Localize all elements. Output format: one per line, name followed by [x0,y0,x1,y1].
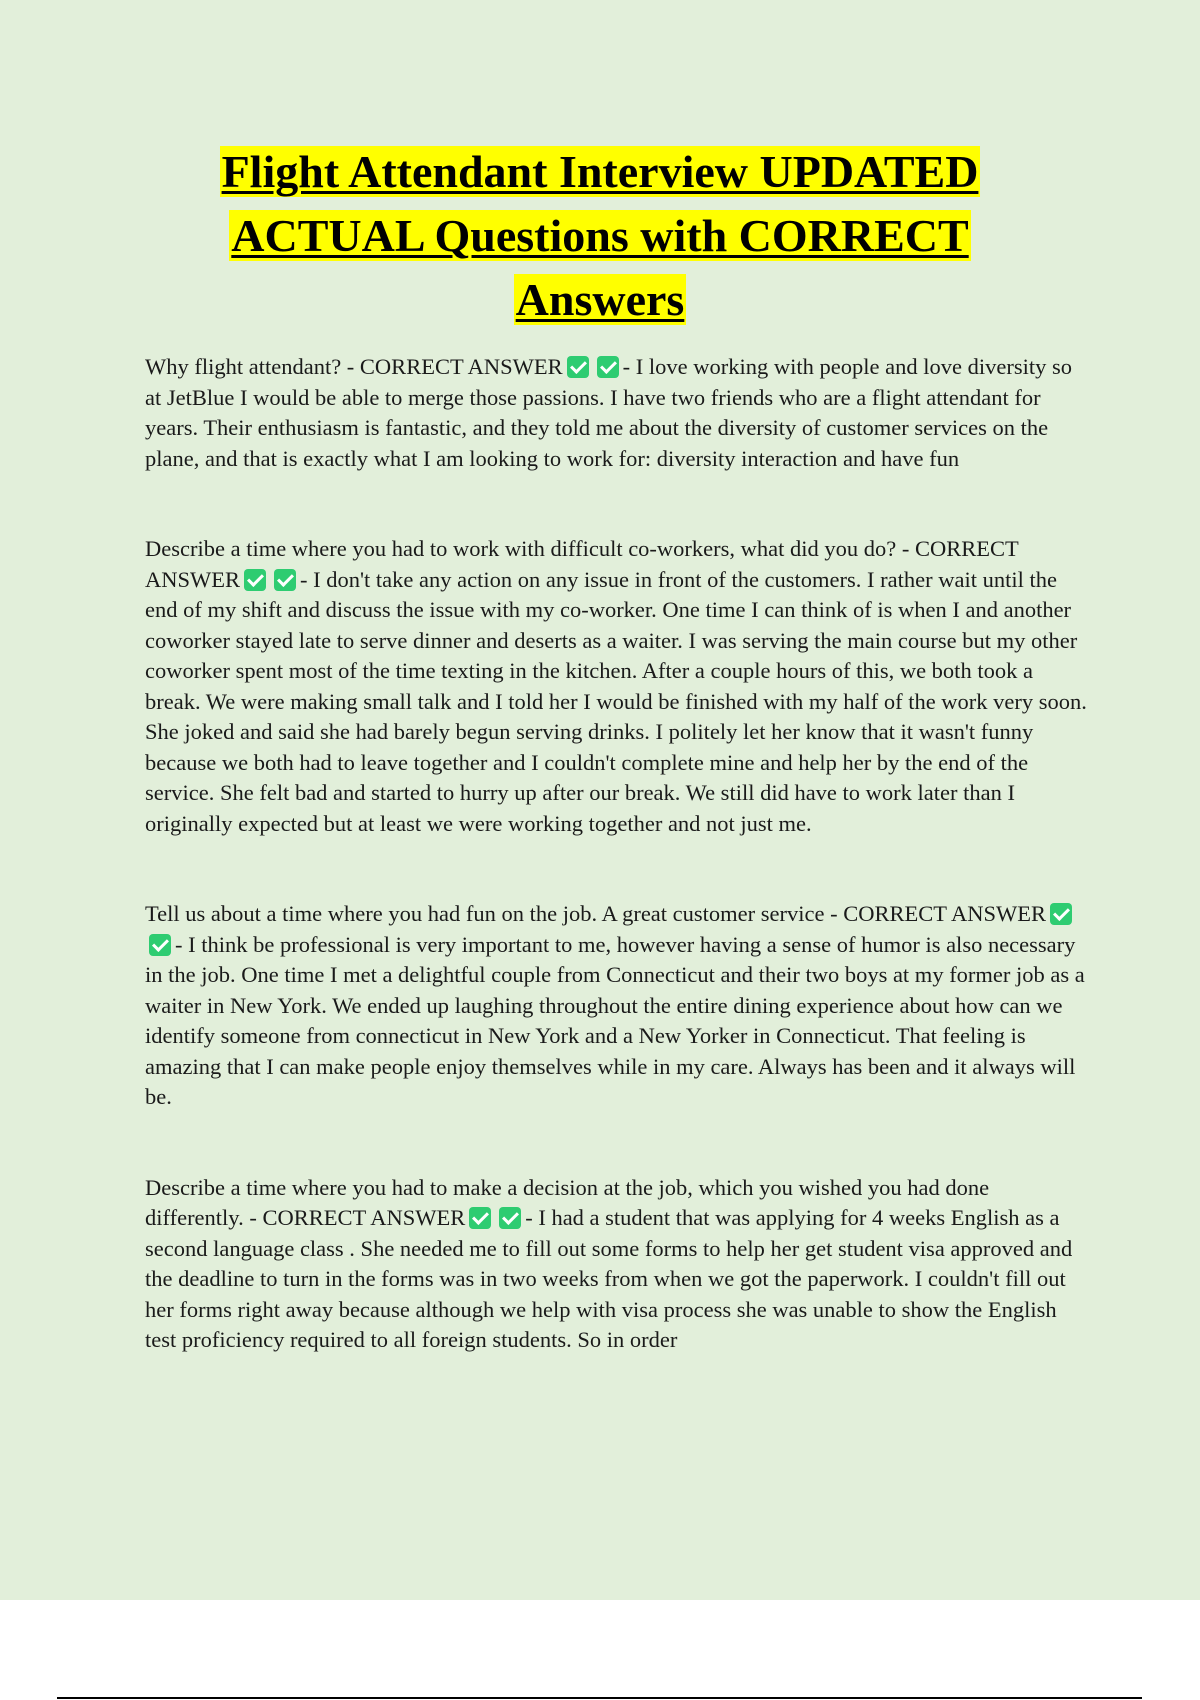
qa-item [145,1173,1090,1356]
check-icon [567,356,589,378]
page-title [0,140,1200,332]
qa-item [145,352,1090,474]
question-text: Tell us about a time where you had fun on the job. A great customer service - CORRECT ANSWER [145,901,1046,926]
answer-text: - I love working with people and love diversity so at JetBlue I would be able to merge those passions. I have two friends who are a flight attendant for years. Their enthusiasm is fantastic, and they told me about the diversity of customer services on the plane, and that is exactly what I am looking to work for: diversity interaction and have fun [145,354,1072,471]
qa-item [145,534,1090,839]
question-text: Why flight attendant? - CORRECT ANSWER [145,354,563,379]
check-icon [244,569,266,591]
check-icon [597,356,619,378]
title-line-1: Flight Attendant Interview UPDATED [221,146,979,197]
answer-text: - I don't take any action on any issue in front of the customers. I rather wait until the end of my shift and discuss the issue with my co-worker. One time I can think of is when I and another coworker stayed late to serve dinner and deserts as a waiter. I was serving the main course but my other coworker spent most of the time texting in the kitchen. After a couple hours of this, we both took a break. We were making small talk and I told her I would be finished with my half of the work very soon. She joked and said she had barely begun serving drinks. I politely let her know that it wasn't funny because we both had to leave together and I couldn't complete mine and help her by the end of the service. She felt bad and started to hurry up after our break. We still did have to work later than I originally expected but at least we were working together and not just me. [145,566,1087,836]
answer-text: - I had a student that was applying for 4 weeks English as a second language class . She needed me to fill out some forms to help her get student visa approved and the deadline to turn in the forms was in two weeks from when we got the paperwork. I couldn't fill out her forms right away because although we help with visa process she was unable to show the English test proficiency required to all foreign students. So in order [145,1205,1073,1352]
check-icon [469,1207,491,1229]
footer-divider [57,1697,1142,1699]
answer-text: - I think be professional is very important to me, however having a sense of humor is also necessary in the job. One time I met a delightful couple from Connecticut and their two boys at my former job as a waiter in New York. We ended up laughing throughout the entire dining experience about how can we identify someone from connecticut in New York and a New Yorker in Connecticut. That feeling is amazing that I can make people enjoy themselves while in my care. Always has been and it always will be. [145,931,1085,1109]
title-line-3: Answers [515,274,685,325]
question-text: Describe a time where you had to make a decision at the job, which you wished you had done differently. - CORRECT ANSWER [145,1174,990,1230]
check-icon [274,569,296,591]
check-icon [1050,903,1072,925]
check-icon [149,934,171,956]
qa-item [145,899,1090,1113]
title-line-2: ACTUAL Questions with CORRECT [231,210,969,261]
check-icon [499,1207,521,1229]
question-text: Describe a time where you had to work with difficult co-workers, what did you do? - CORRECT ANSWER [145,536,1019,592]
qa-list [145,352,1090,1416]
